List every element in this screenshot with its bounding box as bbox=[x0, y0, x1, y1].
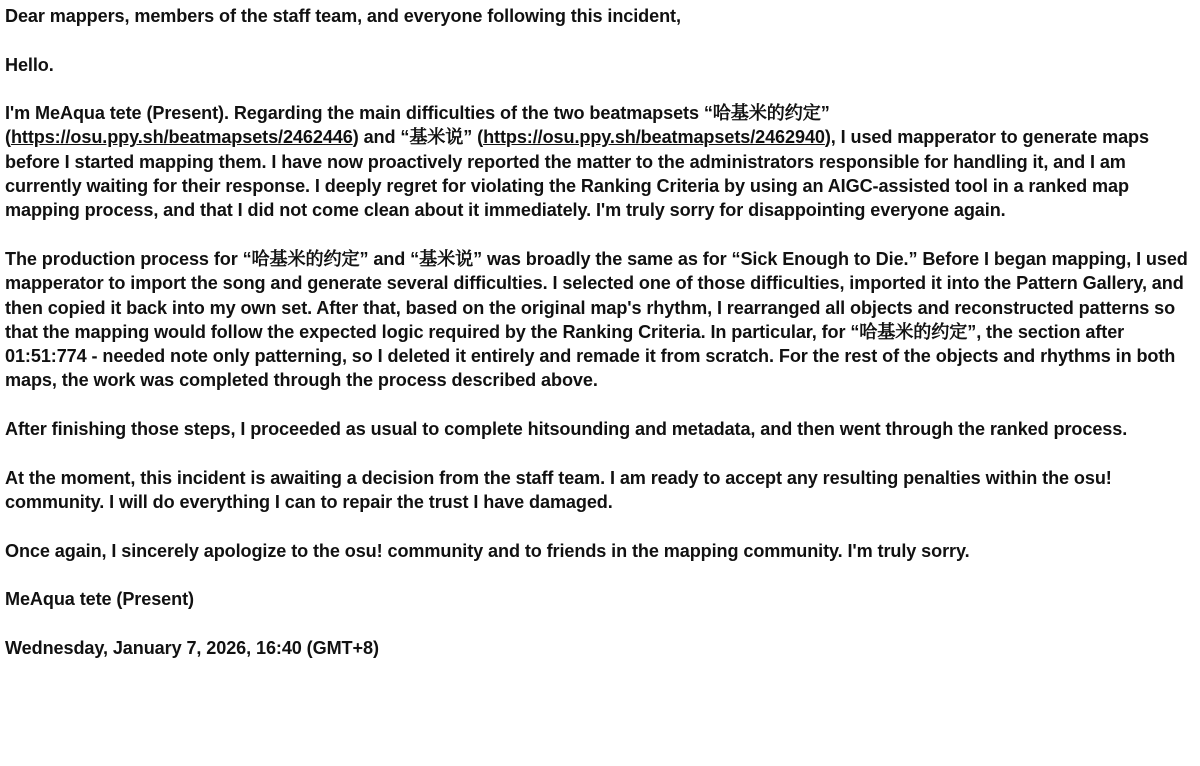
paragraph-production-process: The production process for “哈基米的约定” and “基米说” was broadly the same as for “Sick Enough to Die.” Before I began mapping, I used mapperator to import the song and generate several difficulties. I selected one of those difficulties, imported it into the Pattern Gallery, and then copied it back into my own set. After that, based on the original map's rhythm, I rearranged all objects and reconstructed patterns so that the mapping would follow the expected logic required by the Ranking Criteria. In particular, for “哈基米的约定”, the section after 01:51:774 - needed note only patterning, so I deleted it entirely and remade it from scratch. For the rest of the objects and rhythms in both maps, the work was completed through the process described above. bbox=[5, 248, 1188, 391]
hello-line: Hello. bbox=[5, 54, 54, 75]
paragraph-hitsounding: After finishing those steps, I proceeded as usual to complete hitsounding and metadata, and then went through the ranked process. bbox=[5, 419, 1128, 440]
paragraph-mid: ) and “基米说” ( bbox=[352, 127, 484, 148]
apology-letter bbox=[5, 4, 1195, 684]
signature: MeAqua tete (Present) bbox=[5, 589, 194, 610]
beatmapset-link-2462940[interactable]: https://osu.ppy.sh/beatmapsets/2462940 bbox=[483, 127, 825, 148]
paren-open: ( bbox=[5, 127, 11, 148]
beatmapset-link-2462446[interactable]: https://osu.ppy.sh/beatmapsets/2462446 bbox=[10, 127, 353, 148]
paragraph-awaiting-decision: At the moment, this incident is awaiting a decision from the staff team. I am ready to accept any resulting penalties within the osu! community. I will do everything I can to repair the trust I have damaged. bbox=[5, 467, 1112, 512]
date-line: Wednesday, January 7, 2026, 16:40 (GMT+8) bbox=[5, 637, 379, 658]
paragraph-apology: Once again, I sincerely apologize to the osu! community and to friends in the mapping community. I'm truly sorry. bbox=[5, 540, 970, 561]
paragraph-explanation bbox=[5, 101, 1195, 222]
greeting: Dear mappers, members of the staff team, and everyone following this incident, bbox=[5, 6, 681, 26]
paragraph-intro: I'm MeAqua tete (Present). Regarding the main difficulties of the two beatmapsets “哈基米的约定” bbox=[5, 103, 830, 124]
paragraph-rest: ), I used mapperator to generate maps before I started mapping them. I have now proactively reported the matter to the administrators responsible for handling it, and I am currently waiting for their response. I deeply regret for violating the Ranking Criteria by using an AIGC-assisted tool in a ranked map mapping process, and that I did not come clean about it immediately. I'm truly sorry for disappointing everyone again. bbox=[5, 127, 1149, 221]
